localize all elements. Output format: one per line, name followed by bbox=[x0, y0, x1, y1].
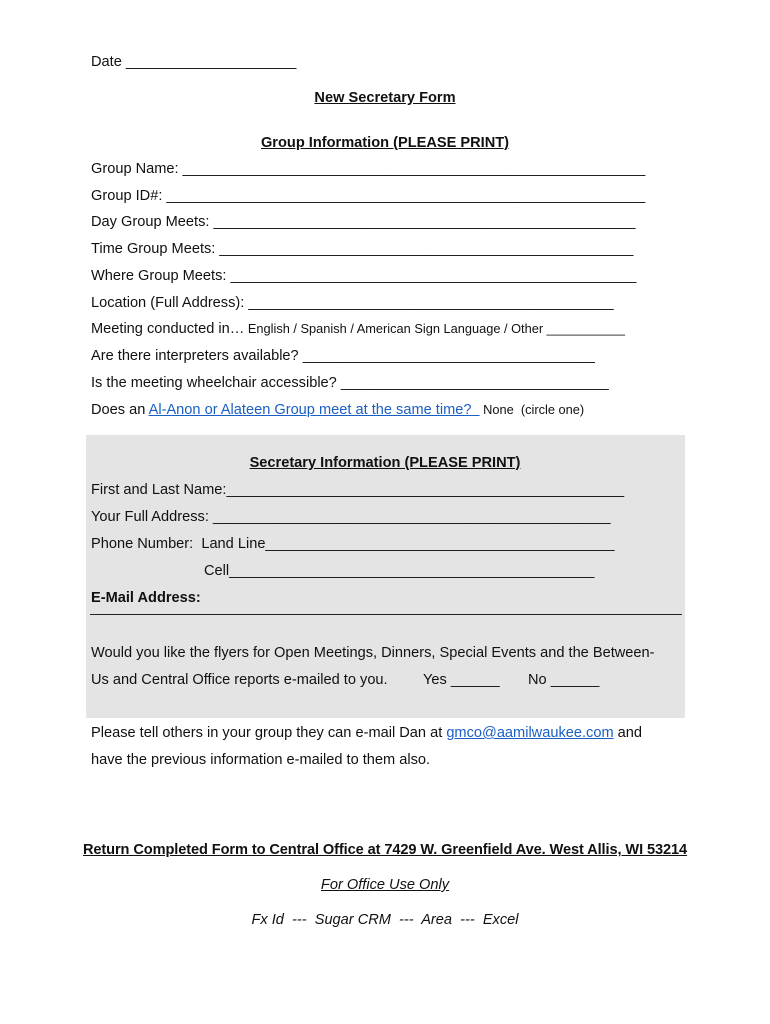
meeting-language-label: Meeting conducted in… bbox=[91, 321, 245, 337]
land-line-field[interactable]: Phone Number: Land Line___________________________________________ bbox=[91, 536, 615, 552]
flyers-yes-field[interactable]: Yes ______ bbox=[423, 672, 500, 688]
alanon-link[interactable]: Al-Anon or Alateen Group meet at the same time? bbox=[148, 402, 480, 418]
notice-prefix: Please tell others in your group they can e-mail Dan at bbox=[91, 725, 447, 741]
where-group-meets-field[interactable]: Where Group Meets: __________________________________________________ bbox=[91, 268, 637, 284]
wheelchair-field[interactable]: Is the meeting wheelchair accessible? _________________________________ bbox=[91, 375, 609, 391]
cell-field[interactable]: Cell_____________________________________________ bbox=[204, 563, 595, 579]
flyers-no-field[interactable]: No ______ bbox=[528, 672, 600, 688]
secretary-info-heading: Secretary Information (PLEASE PRINT) bbox=[249, 455, 521, 471]
alanon-question bbox=[91, 401, 584, 419]
secretary-address-field[interactable]: Your Full Address: _________________________________________________ bbox=[91, 509, 611, 525]
notice-line2: have the previous information e-mailed to them also. bbox=[91, 752, 431, 768]
day-group-meets-field[interactable]: Day Group Meets: ____________________________________________________ bbox=[91, 214, 636, 230]
meeting-language-field[interactable] bbox=[91, 320, 625, 338]
secretary-name-field[interactable]: First and Last Name:_________________________________________________ bbox=[91, 482, 625, 498]
form-title: New Secretary Form bbox=[314, 90, 456, 106]
flyers-question-line2: Us and Central Office reports e-mailed to you. bbox=[91, 672, 388, 688]
email-link[interactable]: gmco@aamilwaukee.com bbox=[446, 725, 614, 741]
alanon-prefix: Does an bbox=[91, 402, 149, 418]
email-field-rule[interactable] bbox=[90, 614, 682, 615]
date-field[interactable]: Date _____________________ bbox=[91, 54, 297, 70]
alanon-options[interactable]: None (circle one) bbox=[479, 402, 585, 417]
location-field[interactable]: Location (Full Address): _____________________________________________ bbox=[91, 295, 614, 311]
return-address: Return Completed Form to Central Office at 7429 W. Greenfield Ave. West Allis, WI 53214 bbox=[82, 842, 688, 858]
notice-suffix: and bbox=[613, 725, 643, 741]
group-info-heading: Group Information (PLEASE PRINT) bbox=[260, 135, 510, 151]
group-id-field[interactable]: Group ID#: ___________________________________________________________ bbox=[91, 188, 646, 204]
office-use-fields: Fx Id --- Sugar CRM --- Area --- Excel bbox=[251, 912, 519, 928]
flyers-question-line1: Would you like the flyers for Open Meetings, Dinners, Special Events and the Between- bbox=[91, 645, 655, 661]
group-name-field[interactable]: Group Name: _________________________________________________________ bbox=[91, 161, 646, 177]
time-group-meets-field[interactable]: Time Group Meets: ___________________________________________________ bbox=[91, 241, 634, 257]
meeting-language-options[interactable]: English / Spanish / American Sign Language / Other ___________ bbox=[244, 321, 625, 336]
interpreters-field[interactable]: Are there interpreters available? ____________________________________ bbox=[91, 348, 595, 364]
notice-line1 bbox=[91, 724, 642, 742]
office-use-heading: For Office Use Only bbox=[320, 877, 450, 893]
email-label: E-Mail Address: bbox=[91, 590, 201, 606]
